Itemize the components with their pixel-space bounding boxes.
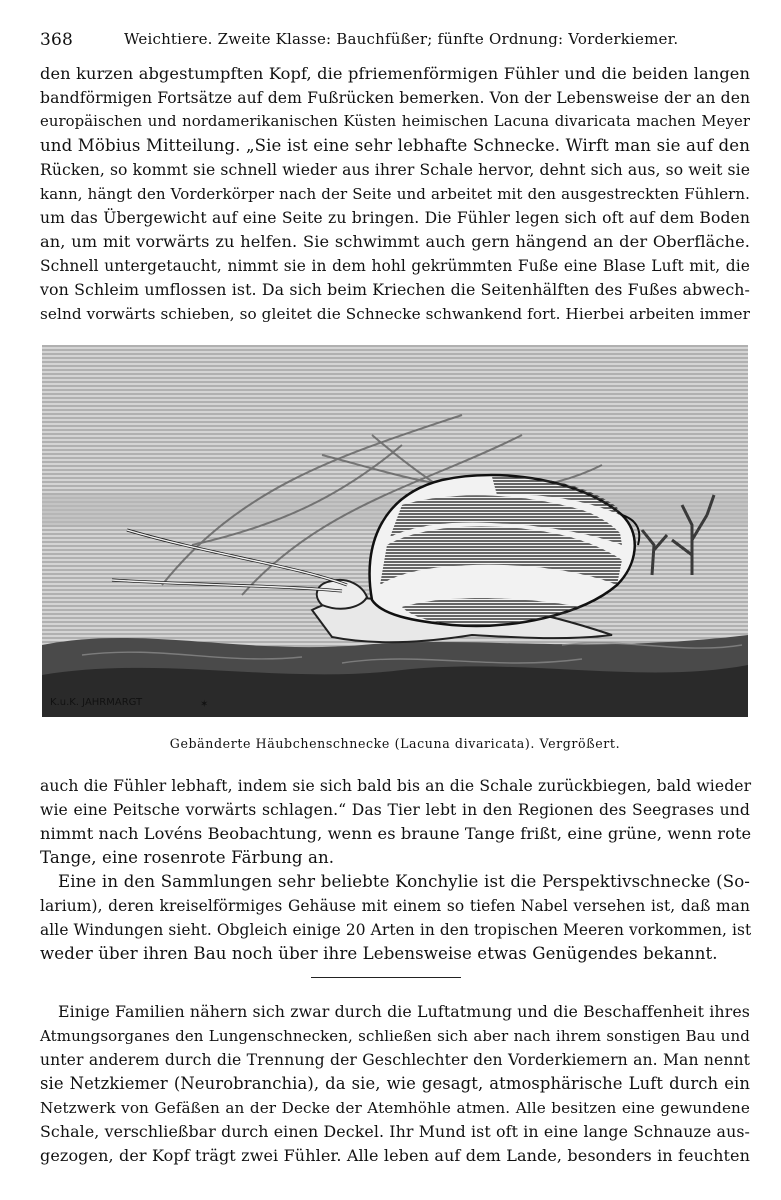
text-line: Tange, eine rosenrote Färbung an. — [40, 848, 335, 867]
engraver-mark: ✶ — [200, 699, 209, 710]
text-line: kann, hängt den Vorderkörper nach der Seite und arbeitet mit den ausgestreckten Fühlern. — [40, 185, 750, 203]
text-line: an, um mit vorwärts zu helfen. Sie schwimmt auch gern hängend an der Oberfläche. — [40, 232, 750, 251]
figure-caption: Gebänderte Häubchenschnecke (Lacuna divaricata). Vergrößert. — [169, 736, 621, 751]
text-line: wie eine Peitsche vorwärts schlagen.“ Das Tier lebt in den Regionen des Seegrases und — [40, 801, 750, 819]
text-line: unter anderem durch die Trennung der Geschlechter den Vorderkiemern an. Man nennt — [40, 1051, 750, 1069]
snail-engraving — [42, 345, 748, 717]
text-line: bandförmigen Fortsätze auf dem Fußrücken bemerken. Von der Lebensweise der an den — [40, 89, 751, 107]
text-line: den kurzen abgestumpften Kopf, die pfriemenförmigen Fühler und die beiden langen — [40, 64, 750, 83]
text-line: nimmt nach Lovéns Beobachtung, wenn es braune Tange frißt, eine grüne, wenn rote — [40, 824, 752, 843]
text-line: larium), deren kreiselförmiges Gehäuse mit einem so tiefen Nabel versehen ist, daß man — [40, 897, 750, 915]
text-line: alle Windungen sieht. Obgleich einige 20 Arten in den tropischen Meeren vorkommen, ist — [40, 921, 752, 939]
text-line: europäischen und nordamerikanischen Küsten heimischen Lacuna divaricata machen Meyer — [40, 113, 750, 130]
text-line: Schale, verschließbar durch einen Deckel. Ihr Mund ist oft in eine lange Schnauze aus- — [40, 1122, 750, 1141]
text-line: Rücken, so kommt sie schnell wieder aus ihrer Schale hervor, dehnt sich aus, so weit sie — [40, 161, 751, 179]
text-line: selnd vorwärts schieben, so gleitet die Schnecke schwankend fort. Hierbei arbeiten immer — [40, 305, 750, 323]
text-line: gezogen, der Kopf trägt zwei Fühler. Alle leben auf dem Lande, besonders in feuchten — [40, 1146, 750, 1165]
text-line: sie Netzkiemer (Neurobranchia), da sie, wie gesagt, atmosphärische Luft durch ein — [40, 1074, 750, 1093]
section-divider — [311, 977, 461, 978]
text-line: um das Übergewicht auf eine Seite zu bringen. Die Fühler legen sich oft auf dem Boden — [40, 209, 750, 227]
page-number: 368 — [40, 30, 74, 50]
text-line: Eine in den Sammlungen sehr beliebte Konchylie ist die Perspektivschnecke (So- — [58, 872, 750, 891]
text-line: weder über ihren Bau noch über ihre Lebensweise etwas Genügendes bekannt. — [40, 944, 718, 963]
text-line: und Möbius Mitteilung. „Sie ist eine sehr lebhafte Schnecke. Wirft man sie auf den — [40, 136, 750, 155]
page-header — [40, 24, 750, 54]
text-line: Einige Familien nähern sich zwar durch die Luftatmung und die Beschaffenheit ihres — [58, 1002, 750, 1021]
text-line: Schnell untergetaucht, nimmt sie in dem hohl gekrümmten Fuße eine Blase Luft mit, die — [40, 257, 750, 275]
artist-signature: K.u.K. JAHRMARGT — [50, 697, 143, 708]
running-head: Weichtiere. Zweite Klasse: Bauchfüßer; fünfte Ordnung: Vorderkiemer. — [124, 30, 679, 48]
text-line: Atmungsorganes den Lungenschnecken, schließen sich aber nach ihrem sonstigen Bau und — [40, 1027, 750, 1045]
text-line: Netzwerk von Gefäßen an der Decke der Atemhöhle atmen. Alle besitzen eine gewundene — [40, 1099, 750, 1117]
snail-illustration — [42, 345, 748, 717]
text-line: von Schleim umflossen ist. Da sich beim Kriechen die Seitenhälften des Fußes abwech- — [40, 280, 750, 299]
text-line: auch die Fühler lebhaft, indem sie sich bald bis an die Schale zurückbiegen, bald wieder — [40, 777, 752, 795]
